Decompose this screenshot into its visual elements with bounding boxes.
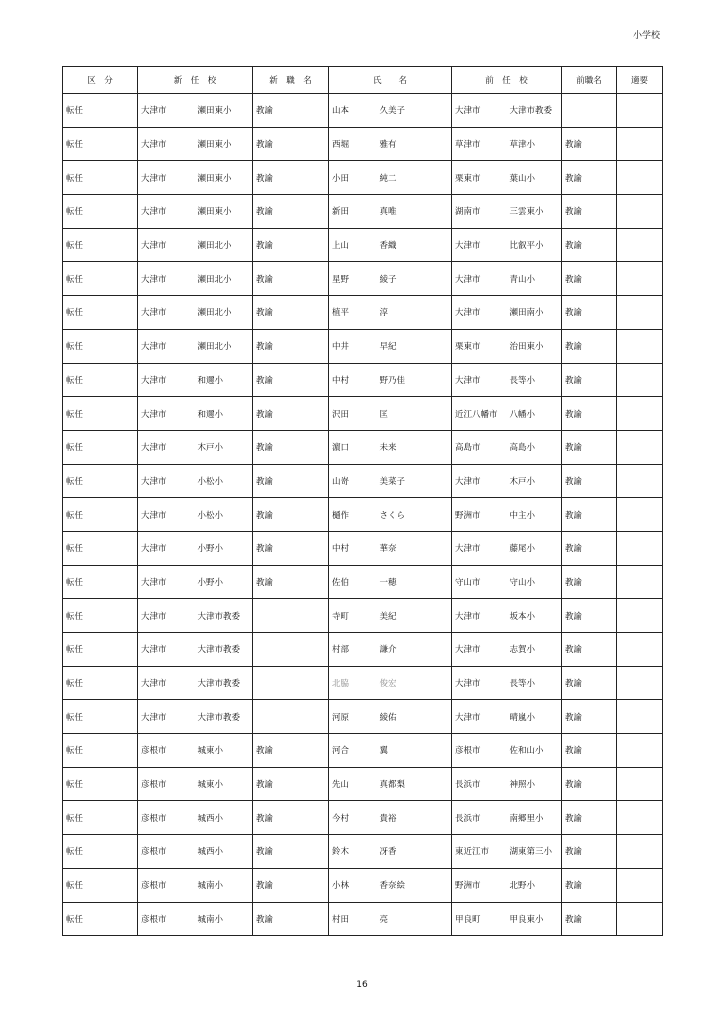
cell-previous-title: 教諭 (562, 329, 617, 363)
cell-previous-title (562, 94, 617, 128)
cell-remarks (617, 599, 663, 633)
table-row (63, 161, 663, 195)
cell-new-school: 大津市教委 (195, 666, 253, 700)
table-row (63, 195, 663, 229)
cell-previous-school: 南郷里小 (507, 801, 562, 835)
cell-previous-title: 教諭 (562, 296, 617, 330)
cell-surname: 沢田 (329, 397, 377, 431)
cell-kubun: 転任 (63, 767, 138, 801)
cell-remarks (617, 666, 663, 700)
cell-new-school: 城西小 (195, 835, 253, 869)
cell-previous-title: 教諭 (562, 430, 617, 464)
cell-new-title: 教諭 (253, 127, 329, 161)
cell-given-name: 匡 (377, 397, 452, 431)
header-new-title: 新 職 名 (253, 67, 329, 94)
cell-surname: 村部 (329, 633, 377, 667)
cell-surname: 新田 (329, 195, 377, 229)
cell-new-school: 瀬田北小 (195, 262, 253, 296)
cell-previous-school: 瀬田南小 (507, 296, 562, 330)
table-row (63, 430, 663, 464)
cell-remarks (617, 565, 663, 599)
cell-surname: 山本 (329, 94, 377, 128)
cell-previous-school: 坂本小 (507, 599, 562, 633)
cell-new-title: 教諭 (253, 498, 329, 532)
cell-new-title: 教諭 (253, 94, 329, 128)
table-row (63, 868, 663, 902)
table-body (63, 94, 663, 936)
cell-remarks (617, 127, 663, 161)
cell-kubun: 転任 (63, 296, 138, 330)
cell-given-name: 綾子 (377, 262, 452, 296)
table-row (63, 902, 663, 936)
cell-given-name: 香織 (377, 228, 452, 262)
cell-remarks (617, 868, 663, 902)
cell-new-school: 大津市教委 (195, 700, 253, 734)
table-row (63, 464, 663, 498)
document-category-label: 小学校 (632, 31, 660, 41)
cell-new-city: 大津市 (138, 498, 195, 532)
table-row (63, 767, 663, 801)
cell-previous-title: 教諭 (562, 700, 617, 734)
cell-previous-city: 栗東市 (452, 329, 507, 363)
cell-new-school: 城東小 (195, 734, 253, 768)
cell-given-name: 謙介 (377, 633, 452, 667)
cell-new-school: 瀬田北小 (195, 329, 253, 363)
cell-remarks (617, 262, 663, 296)
cell-previous-title: 教諭 (562, 868, 617, 902)
table-row (63, 296, 663, 330)
cell-previous-title: 教諭 (562, 397, 617, 431)
cell-new-title: 教諭 (253, 767, 329, 801)
cell-new-city: 大津市 (138, 565, 195, 599)
cell-kubun: 転任 (63, 868, 138, 902)
cell-new-school: 瀬田東小 (195, 195, 253, 229)
cell-new-city: 彦根市 (138, 734, 195, 768)
cell-remarks (617, 296, 663, 330)
cell-new-city: 大津市 (138, 296, 195, 330)
cell-new-title: 教諭 (253, 161, 329, 195)
cell-previous-school: 中主小 (507, 498, 562, 532)
cell-kubun: 転任 (63, 363, 138, 397)
cell-given-name: 美紀 (377, 599, 452, 633)
cell-new-title: 教諭 (253, 902, 329, 936)
personnel-transfer-table (62, 66, 663, 936)
cell-surname: 濵口 (329, 430, 377, 464)
cell-new-school: 城東小 (195, 767, 253, 801)
cell-given-name: 貴裕 (377, 801, 452, 835)
cell-surname: 植平 (329, 296, 377, 330)
cell-kubun: 転任 (63, 127, 138, 161)
cell-given-name: 美菜子 (377, 464, 452, 498)
table-row (63, 531, 663, 565)
table-header-row (63, 67, 663, 94)
table-row (63, 498, 663, 532)
cell-kubun: 転任 (63, 633, 138, 667)
cell-new-title: 教諭 (253, 565, 329, 599)
cell-previous-city: 大津市 (452, 464, 507, 498)
cell-kubun: 転任 (63, 430, 138, 464)
cell-given-name: 早紀 (377, 329, 452, 363)
cell-previous-city: 湖南市 (452, 195, 507, 229)
cell-new-title: 教諭 (253, 397, 329, 431)
cell-given-name: 野乃佳 (377, 363, 452, 397)
cell-previous-title: 教諭 (562, 767, 617, 801)
cell-new-school: 城南小 (195, 902, 253, 936)
cell-previous-city: 大津市 (452, 262, 507, 296)
cell-surname: 鈴木 (329, 835, 377, 869)
cell-previous-city: 大津市 (452, 228, 507, 262)
cell-surname: 小田 (329, 161, 377, 195)
cell-new-school: 瀬田東小 (195, 94, 253, 128)
cell-new-city: 大津市 (138, 161, 195, 195)
header-previous-title: 前職名 (562, 67, 617, 94)
cell-remarks (617, 363, 663, 397)
cell-previous-city: 大津市 (452, 363, 507, 397)
cell-previous-school: 晴嵐小 (507, 700, 562, 734)
cell-new-school: 小野小 (195, 531, 253, 565)
cell-new-city: 大津市 (138, 262, 195, 296)
cell-new-school: 瀬田北小 (195, 228, 253, 262)
cell-kubun: 転任 (63, 397, 138, 431)
cell-new-school: 城西小 (195, 801, 253, 835)
cell-surname: 上山 (329, 228, 377, 262)
header-new-school: 新 任 校 (138, 67, 253, 94)
cell-surname: 星野 (329, 262, 377, 296)
cell-previous-title: 教諭 (562, 262, 617, 296)
cell-previous-city: 野洲市 (452, 868, 507, 902)
table-row (63, 363, 663, 397)
cell-previous-school: 志賀小 (507, 633, 562, 667)
cell-given-name: 翼 (377, 734, 452, 768)
cell-given-name: 香奈絵 (377, 868, 452, 902)
cell-kubun: 転任 (63, 228, 138, 262)
cell-new-title (253, 700, 329, 734)
cell-remarks (617, 531, 663, 565)
cell-new-school: 瀬田北小 (195, 296, 253, 330)
cell-surname: 河合 (329, 734, 377, 768)
cell-new-title: 教諭 (253, 835, 329, 869)
cell-remarks (617, 902, 663, 936)
cell-given-name: 未来 (377, 430, 452, 464)
cell-new-school: 大津市教委 (195, 633, 253, 667)
cell-previous-school: 三雲東小 (507, 195, 562, 229)
cell-new-title (253, 633, 329, 667)
cell-new-city: 彦根市 (138, 801, 195, 835)
table-row (63, 700, 663, 734)
table-row (63, 801, 663, 835)
table-row (63, 633, 663, 667)
cell-kubun: 転任 (63, 599, 138, 633)
cell-new-title (253, 599, 329, 633)
cell-kubun: 転任 (63, 734, 138, 768)
cell-new-school: 小松小 (195, 498, 253, 532)
cell-remarks (617, 329, 663, 363)
cell-new-title: 教諭 (253, 801, 329, 835)
cell-surname: 北脇 (329, 666, 377, 700)
cell-previous-title: 教諭 (562, 363, 617, 397)
table-row (63, 835, 663, 869)
cell-new-city: 大津市 (138, 633, 195, 667)
cell-new-school: 小松小 (195, 464, 253, 498)
cell-previous-school: 甲良東小 (507, 902, 562, 936)
cell-given-name: 真都梨 (377, 767, 452, 801)
cell-new-title: 教諭 (253, 464, 329, 498)
cell-new-school: 和邇小 (195, 397, 253, 431)
cell-new-school: 城南小 (195, 868, 253, 902)
cell-previous-city: 栗東市 (452, 161, 507, 195)
cell-new-school: 和邇小 (195, 363, 253, 397)
cell-new-city: 大津市 (138, 195, 195, 229)
cell-previous-school: 青山小 (507, 262, 562, 296)
cell-previous-title: 教諭 (562, 531, 617, 565)
cell-previous-title: 教諭 (562, 228, 617, 262)
cell-previous-title: 教諭 (562, 127, 617, 161)
cell-given-name: 淳 (377, 296, 452, 330)
cell-new-title: 教諭 (253, 296, 329, 330)
cell-previous-city: 大津市 (452, 531, 507, 565)
cell-remarks (617, 397, 663, 431)
cell-new-school: 瀬田東小 (195, 161, 253, 195)
cell-previous-school: 湖東第三小 (507, 835, 562, 869)
cell-previous-school: 神照小 (507, 767, 562, 801)
cell-remarks (617, 734, 663, 768)
cell-previous-school: 守山小 (507, 565, 562, 599)
cell-previous-school: 藤尾小 (507, 531, 562, 565)
cell-given-name: 綾佑 (377, 700, 452, 734)
cell-new-city: 大津市 (138, 464, 195, 498)
cell-new-title: 教諭 (253, 228, 329, 262)
cell-kubun: 転任 (63, 195, 138, 229)
cell-new-city: 大津市 (138, 599, 195, 633)
cell-previous-city: 近江八幡市 (452, 397, 507, 431)
cell-surname: 樋作 (329, 498, 377, 532)
cell-new-title: 教諭 (253, 531, 329, 565)
cell-new-city: 大津市 (138, 531, 195, 565)
cell-surname: 中村 (329, 531, 377, 565)
cell-previous-title: 教諭 (562, 902, 617, 936)
cell-kubun: 転任 (63, 161, 138, 195)
cell-new-title: 教諭 (253, 868, 329, 902)
cell-kubun: 転任 (63, 565, 138, 599)
cell-previous-title: 教諭 (562, 565, 617, 599)
header-name: 氏 名 (329, 67, 452, 94)
table-row (63, 666, 663, 700)
cell-surname: 西堀 (329, 127, 377, 161)
header-remarks: 適要 (617, 67, 663, 94)
cell-new-city: 大津市 (138, 228, 195, 262)
cell-new-school: 小野小 (195, 565, 253, 599)
cell-given-name: さくら (377, 498, 452, 532)
cell-new-school: 瀬田東小 (195, 127, 253, 161)
cell-new-city: 大津市 (138, 430, 195, 464)
cell-previous-school: 北野小 (507, 868, 562, 902)
cell-new-city: 大津市 (138, 397, 195, 431)
cell-previous-school: 草津小 (507, 127, 562, 161)
cell-given-name: 真唯 (377, 195, 452, 229)
header-kubun: 区 分 (63, 67, 138, 94)
cell-previous-school: 佐和山小 (507, 734, 562, 768)
cell-previous-title: 教諭 (562, 464, 617, 498)
cell-previous-city: 大津市 (452, 633, 507, 667)
cell-remarks (617, 633, 663, 667)
cell-remarks (617, 498, 663, 532)
cell-new-title (253, 666, 329, 700)
cell-kubun: 転任 (63, 262, 138, 296)
cell-given-name: 亮 (377, 902, 452, 936)
cell-previous-city: 草津市 (452, 127, 507, 161)
cell-previous-school: 長等小 (507, 666, 562, 700)
cell-previous-city: 長浜市 (452, 801, 507, 835)
cell-new-city: 大津市 (138, 666, 195, 700)
cell-previous-title: 教諭 (562, 195, 617, 229)
cell-previous-city: 長浜市 (452, 767, 507, 801)
cell-surname: 小林 (329, 868, 377, 902)
cell-previous-school: 比叡平小 (507, 228, 562, 262)
table-row (63, 94, 663, 128)
cell-kubun: 転任 (63, 835, 138, 869)
cell-previous-school: 長等小 (507, 363, 562, 397)
cell-previous-title: 教諭 (562, 801, 617, 835)
cell-remarks (617, 767, 663, 801)
cell-previous-city: 大津市 (452, 666, 507, 700)
cell-previous-city: 大津市 (452, 599, 507, 633)
table-row (63, 565, 663, 599)
cell-surname: 寺町 (329, 599, 377, 633)
cell-kubun: 転任 (63, 464, 138, 498)
cell-surname: 今村 (329, 801, 377, 835)
cell-surname: 中井 (329, 329, 377, 363)
cell-new-title: 教諭 (253, 430, 329, 464)
cell-given-name: 久美子 (377, 94, 452, 128)
cell-given-name: 一穂 (377, 565, 452, 599)
cell-kubun: 転任 (63, 498, 138, 532)
cell-previous-school: 治田東小 (507, 329, 562, 363)
cell-kubun: 転任 (63, 700, 138, 734)
cell-kubun: 転任 (63, 531, 138, 565)
cell-previous-title: 教諭 (562, 633, 617, 667)
cell-kubun: 転任 (63, 801, 138, 835)
cell-remarks (617, 801, 663, 835)
cell-given-name: 冴香 (377, 835, 452, 869)
cell-previous-city: 彦根市 (452, 734, 507, 768)
cell-previous-city: 甲良町 (452, 902, 507, 936)
cell-new-school: 木戸小 (195, 430, 253, 464)
table-row (63, 599, 663, 633)
cell-new-city: 大津市 (138, 329, 195, 363)
cell-remarks (617, 430, 663, 464)
cell-new-city: 大津市 (138, 127, 195, 161)
cell-previous-city: 大津市 (452, 296, 507, 330)
cell-kubun: 転任 (63, 902, 138, 936)
cell-remarks (617, 195, 663, 229)
header-previous-school: 前 任 校 (452, 67, 562, 94)
cell-new-title: 教諭 (253, 262, 329, 296)
table-row (63, 734, 663, 768)
cell-previous-school: 葉山小 (507, 161, 562, 195)
cell-previous-title: 教諭 (562, 498, 617, 532)
cell-kubun: 転任 (63, 666, 138, 700)
cell-previous-city: 大津市 (452, 94, 507, 128)
cell-remarks (617, 700, 663, 734)
cell-previous-school: 八幡小 (507, 397, 562, 431)
cell-previous-city: 守山市 (452, 565, 507, 599)
cell-kubun: 転任 (63, 329, 138, 363)
cell-previous-city: 大津市 (452, 700, 507, 734)
table-row (63, 127, 663, 161)
cell-surname: 佐伯 (329, 565, 377, 599)
cell-remarks (617, 228, 663, 262)
cell-remarks (617, 94, 663, 128)
cell-previous-title: 教諭 (562, 835, 617, 869)
cell-previous-city: 高島市 (452, 430, 507, 464)
cell-previous-city: 東近江市 (452, 835, 507, 869)
table-row (63, 262, 663, 296)
cell-given-name: 華奈 (377, 531, 452, 565)
cell-previous-school: 大津市教委 (507, 94, 562, 128)
cell-previous-city: 野洲市 (452, 498, 507, 532)
cell-previous-title: 教諭 (562, 161, 617, 195)
cell-remarks (617, 464, 663, 498)
cell-surname: 先山 (329, 767, 377, 801)
cell-previous-school: 高島小 (507, 430, 562, 464)
cell-new-title: 教諭 (253, 329, 329, 363)
cell-new-title: 教諭 (253, 195, 329, 229)
cell-new-city: 大津市 (138, 363, 195, 397)
cell-given-name: 雅有 (377, 127, 452, 161)
table-row (63, 228, 663, 262)
cell-previous-title: 教諭 (562, 666, 617, 700)
cell-new-city: 大津市 (138, 94, 195, 128)
cell-surname: 中村 (329, 363, 377, 397)
table-row (63, 397, 663, 431)
cell-new-city: 彦根市 (138, 868, 195, 902)
cell-new-title: 教諭 (253, 363, 329, 397)
cell-remarks (617, 835, 663, 869)
cell-previous-title: 教諭 (562, 599, 617, 633)
cell-kubun: 転任 (63, 94, 138, 128)
cell-new-city: 彦根市 (138, 767, 195, 801)
cell-new-city: 大津市 (138, 700, 195, 734)
cell-new-title: 教諭 (253, 734, 329, 768)
cell-surname: 河原 (329, 700, 377, 734)
cell-new-school: 大津市教委 (195, 599, 253, 633)
cell-given-name: 俊宏 (377, 666, 452, 700)
cell-previous-title: 教諭 (562, 734, 617, 768)
cell-given-name: 純二 (377, 161, 452, 195)
cell-surname: 村田 (329, 902, 377, 936)
cell-surname: 山嵜 (329, 464, 377, 498)
table-row (63, 329, 663, 363)
cell-remarks (617, 161, 663, 195)
cell-previous-school: 木戸小 (507, 464, 562, 498)
cell-new-city: 彦根市 (138, 835, 195, 869)
page-number: 16 (356, 980, 368, 990)
cell-new-city: 彦根市 (138, 902, 195, 936)
